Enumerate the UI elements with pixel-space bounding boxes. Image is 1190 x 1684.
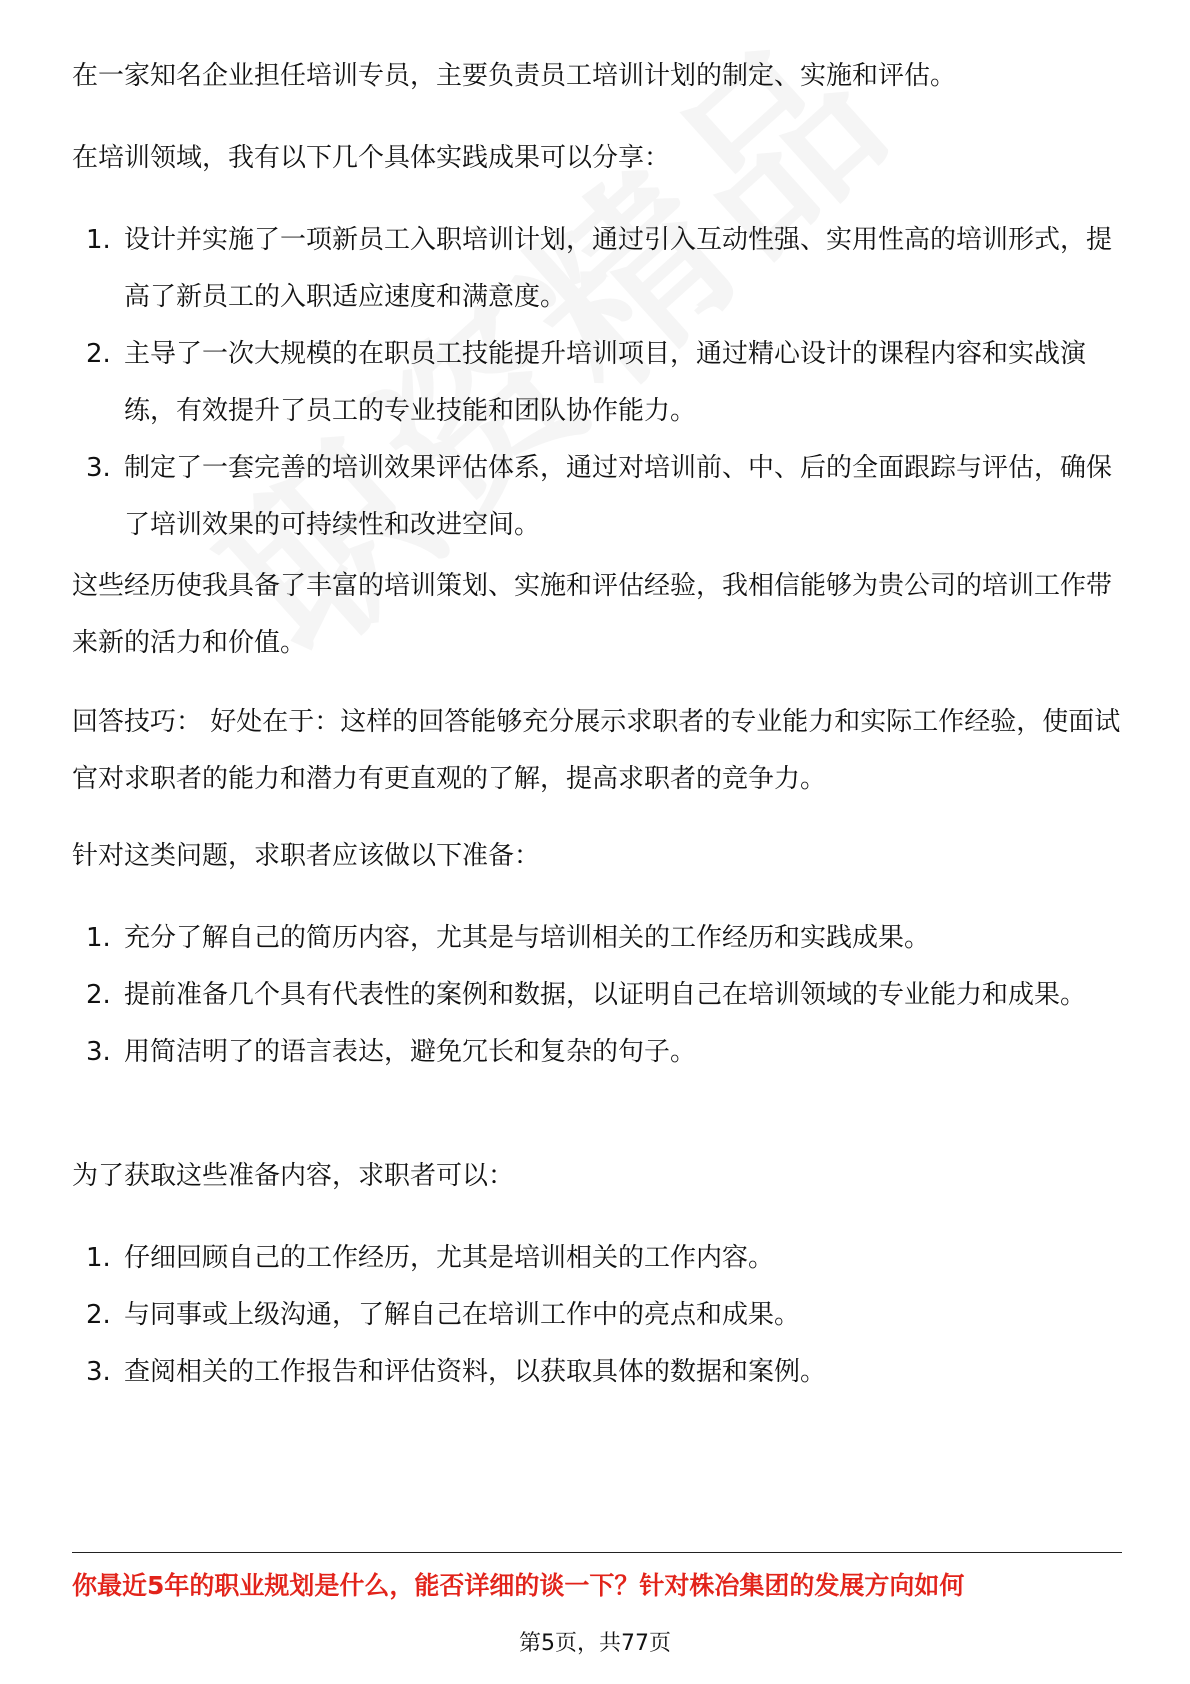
list-item-text: 充分了解自己的简历内容，尤其是与培训相关的工作经历和实践成果。 — [124, 923, 931, 953]
achievements-list — [72, 212, 1122, 554]
list-number: 2. — [86, 980, 111, 1010]
list-item — [72, 326, 1122, 440]
preparation-intro: 针对这类问题，求职者应该做以下准备： — [72, 841, 541, 871]
gathering-list — [72, 1230, 1122, 1401]
list-item-text: 设计并实施了一项新员工入职培训计划，通过引入互动性强、实用性高的培训形式，提高了新员工的入职适应速度和满意度。 — [124, 225, 1113, 312]
section-divider — [72, 1552, 1122, 1553]
list-number: 2. — [86, 339, 111, 369]
list-item — [72, 910, 1122, 967]
list-item — [72, 1024, 1122, 1081]
list-number: 3. — [86, 1037, 111, 1067]
list-number: 3. — [86, 1357, 111, 1387]
preparation-list — [72, 910, 1122, 1081]
list-number: 3. — [86, 453, 111, 483]
list-item-text: 仔细回顾自己的工作经历，尤其是培训相关的工作内容。 — [124, 1243, 775, 1273]
answer-tip: 回答技巧： 好处在于：这样的回答能够充分展示求职者的专业能力和实际工作经验，使面试官对求职者的能力和潜力有更直观的了解，提高求职者的竞争力。 — [72, 707, 1121, 794]
list-number: 1. — [86, 923, 111, 953]
achievements-intro: 在培训领域，我有以下几个具体实践成果可以分享： — [72, 143, 671, 173]
list-number: 1. — [86, 225, 111, 255]
list-number: 2. — [86, 1300, 111, 1330]
list-number: 1. — [86, 1243, 111, 1273]
list-item — [72, 440, 1122, 554]
list-item — [72, 1287, 1122, 1344]
list-item — [72, 1230, 1122, 1287]
list-item — [72, 1344, 1122, 1401]
page-number: 第5页，共77页 — [519, 1631, 671, 1656]
list-item-text: 主导了一次大规模的在职员工技能提升培训项目，通过精心设计的课程内容和实战演练，有效提升了员工的专业技能和团队协作能力。 — [124, 339, 1087, 426]
list-item-text: 提前准备几个具有代表性的案例和数据，以证明自己在培训领域的专业能力和成果。 — [124, 980, 1087, 1010]
list-item-text: 与同事或上级沟通，了解自己在培训工作中的亮点和成果。 — [124, 1300, 801, 1330]
summary-paragraph: 这些经历使我具备了丰富的培训策划、实施和评估经验，我相信能够为贵公司的培训工作带来新的活力和价值。 — [72, 571, 1113, 658]
list-item — [72, 212, 1122, 326]
next-question-heading: 你最近5年的职业规划是什么，能否详细的谈一下？针对株冶集团的发展方向如何 — [72, 1571, 965, 1600]
gathering-intro: 为了获取这些准备内容，求职者可以： — [72, 1161, 515, 1191]
list-item-text: 用简洁明了的语言表达，避免冗长和复杂的句子。 — [124, 1037, 697, 1067]
intro-paragraph: 在一家知名企业担任培训专员，主要负责员工培训计划的制定、实施和评估。 — [72, 61, 957, 91]
list-item-text: 查阅相关的工作报告和评估资料，以获取具体的数据和案例。 — [124, 1357, 827, 1387]
list-item-text: 制定了一套完善的培训效果评估体系，通过对培训前、中、后的全面跟踪与评估，确保了培训效果的可持续性和改进空间。 — [124, 453, 1113, 540]
list-item — [72, 967, 1122, 1024]
